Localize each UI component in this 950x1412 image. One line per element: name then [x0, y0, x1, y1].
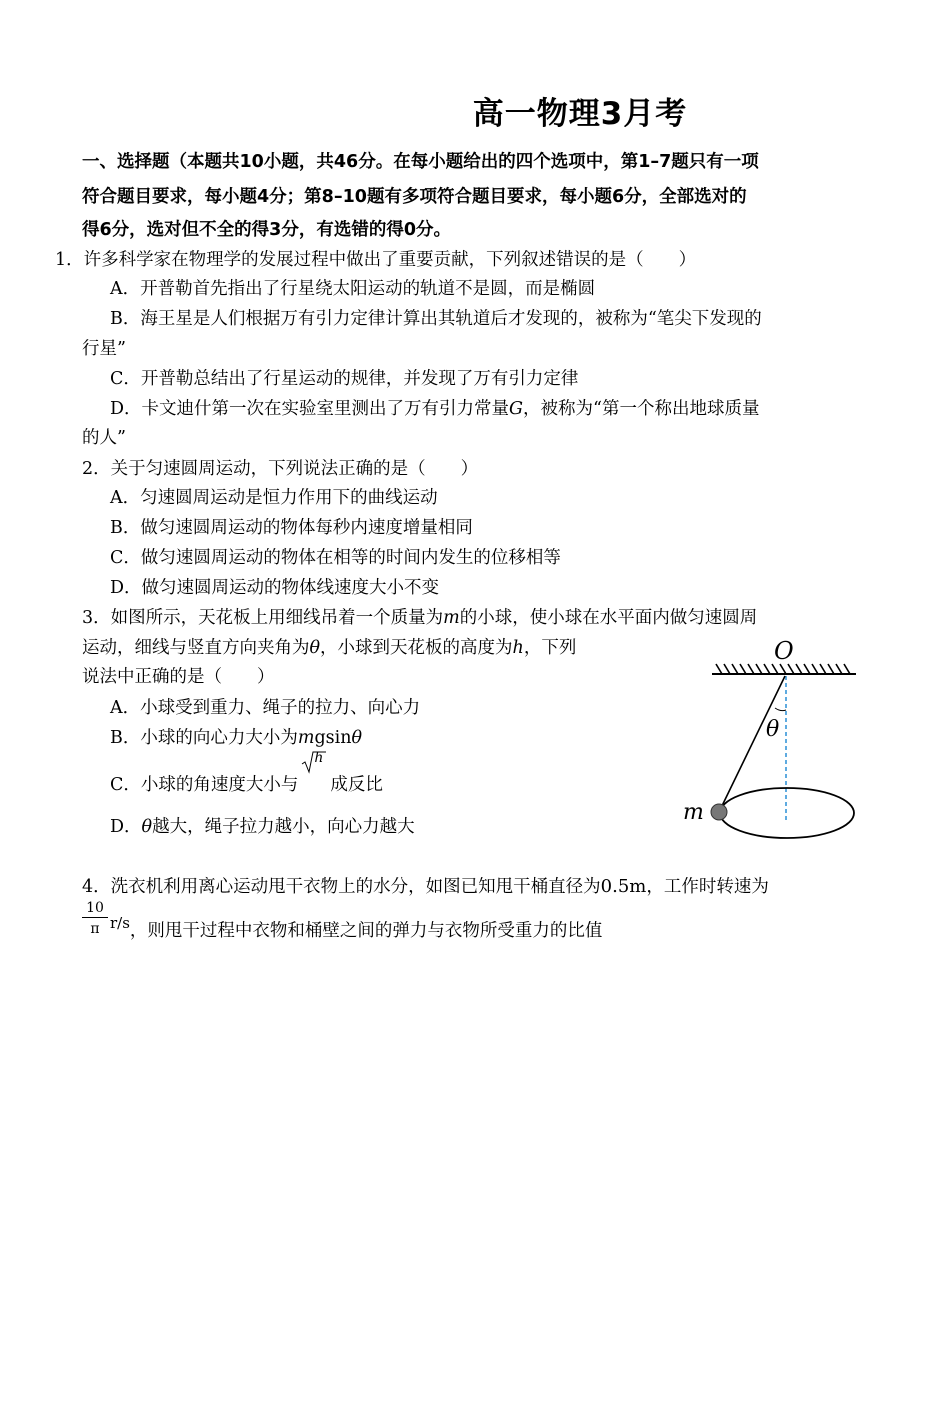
question-3-stem-line3: 说法中正确的是（ ）: [82, 667, 275, 687]
question-3-option-c: C．小球的角速度大小与 h 成反比: [110, 750, 383, 795]
circular-path: [720, 788, 854, 838]
question-1-option-a: A．开普勒首先指出了行星绕太阳运动的轨道不是圆，而是椭圆: [110, 279, 596, 299]
ball: [711, 804, 727, 820]
sqrt-h-expression: h: [301, 766, 327, 792]
question-3-option-b: B．小球的向心力大小为mgsinθ: [110, 728, 363, 748]
question-4-stem-line2: r/s，则甩干过程中衣物和桶壁之间的弹力与衣物所受重力的比值: [110, 914, 603, 941]
question-2-option-b: B．做匀速圆周运动的物体每秒内速度增量相同: [110, 518, 473, 538]
question-4-stem-line1: 4．洗衣机利用离心运动甩干衣物上的水分，如图已知甩干桶直径为0.5m，工作时转速为: [82, 876, 769, 897]
question-3-stem-line1: 3．如图所示，天花板上用细线吊着一个质量为m的小球，使小球在水平面内做匀速圆周: [82, 608, 758, 628]
question-1-option-d: D．卡文迪什第一次在实验室里测出了万有引力常量G，被称为“第一个称出地球质量: [110, 399, 760, 419]
question-3-option-a: A．小球受到重力、绳子的拉力、向心力: [110, 698, 421, 718]
section-instructions-line2: 符合题目要求，每小题4分；第8–10题有多项符合题目要求，每小题6分，全部选对的: [82, 187, 747, 207]
label-o: O: [774, 637, 794, 665]
question-1-option-d-cont: 的人”: [82, 428, 126, 448]
question-2-stem: 2．关于匀速圆周运动，下列说法正确的是（ ）: [82, 459, 479, 479]
question-1-option-b-cont: 行星”: [82, 339, 126, 359]
question-3-option-d: D．θ越大，绳子拉力越小，向心力越大: [110, 817, 415, 837]
section-instructions-line3: 得6分，选对但不全的得3分，有选错的得0分。: [82, 220, 452, 240]
rotation-speed-fraction: $\frac{10}{\pi}$: [82, 900, 108, 937]
page-title: 高一物理3月考: [472, 96, 688, 132]
question-2-option-d: D．做匀速圆周运动的物体线速度大小不变: [110, 578, 440, 598]
label-m: m: [683, 800, 704, 825]
theta-arc: [775, 708, 786, 711]
question-1-option-c: C．开普勒总结出了行星运动的规律，并发现了万有引力定律: [110, 369, 579, 389]
question-1-option-b: B．海王星是人们根据万有引力定律计算出其轨道后才发现的，被称为“笔尖下发现的: [110, 309, 762, 329]
question-1-stem: 1．许多科学家在物理学的发展过程中做出了重要贡献，下列叙述错误的是（ ）: [55, 250, 697, 270]
string-line: [720, 676, 785, 810]
conical-pendulum-figure: [680, 632, 870, 847]
ceiling-hatching: [712, 664, 856, 674]
question-2-option-a: A．匀速圆周运动是恒力作用下的曲线运动: [110, 488, 438, 508]
question-3-stem-line2: 运动，细线与竖直方向夹角为θ，小球到天花板的高度为h，下列: [82, 638, 577, 658]
question-2-option-c: C．做匀速圆周运动的物体在相等的时间内发生的位移相等: [110, 548, 561, 568]
section-instructions-line1: 一、选择题（本题共10小题，共46分。在每小题给出的四个选项中，第1–7题只有一项: [82, 152, 759, 172]
label-theta: θ: [766, 717, 780, 742]
